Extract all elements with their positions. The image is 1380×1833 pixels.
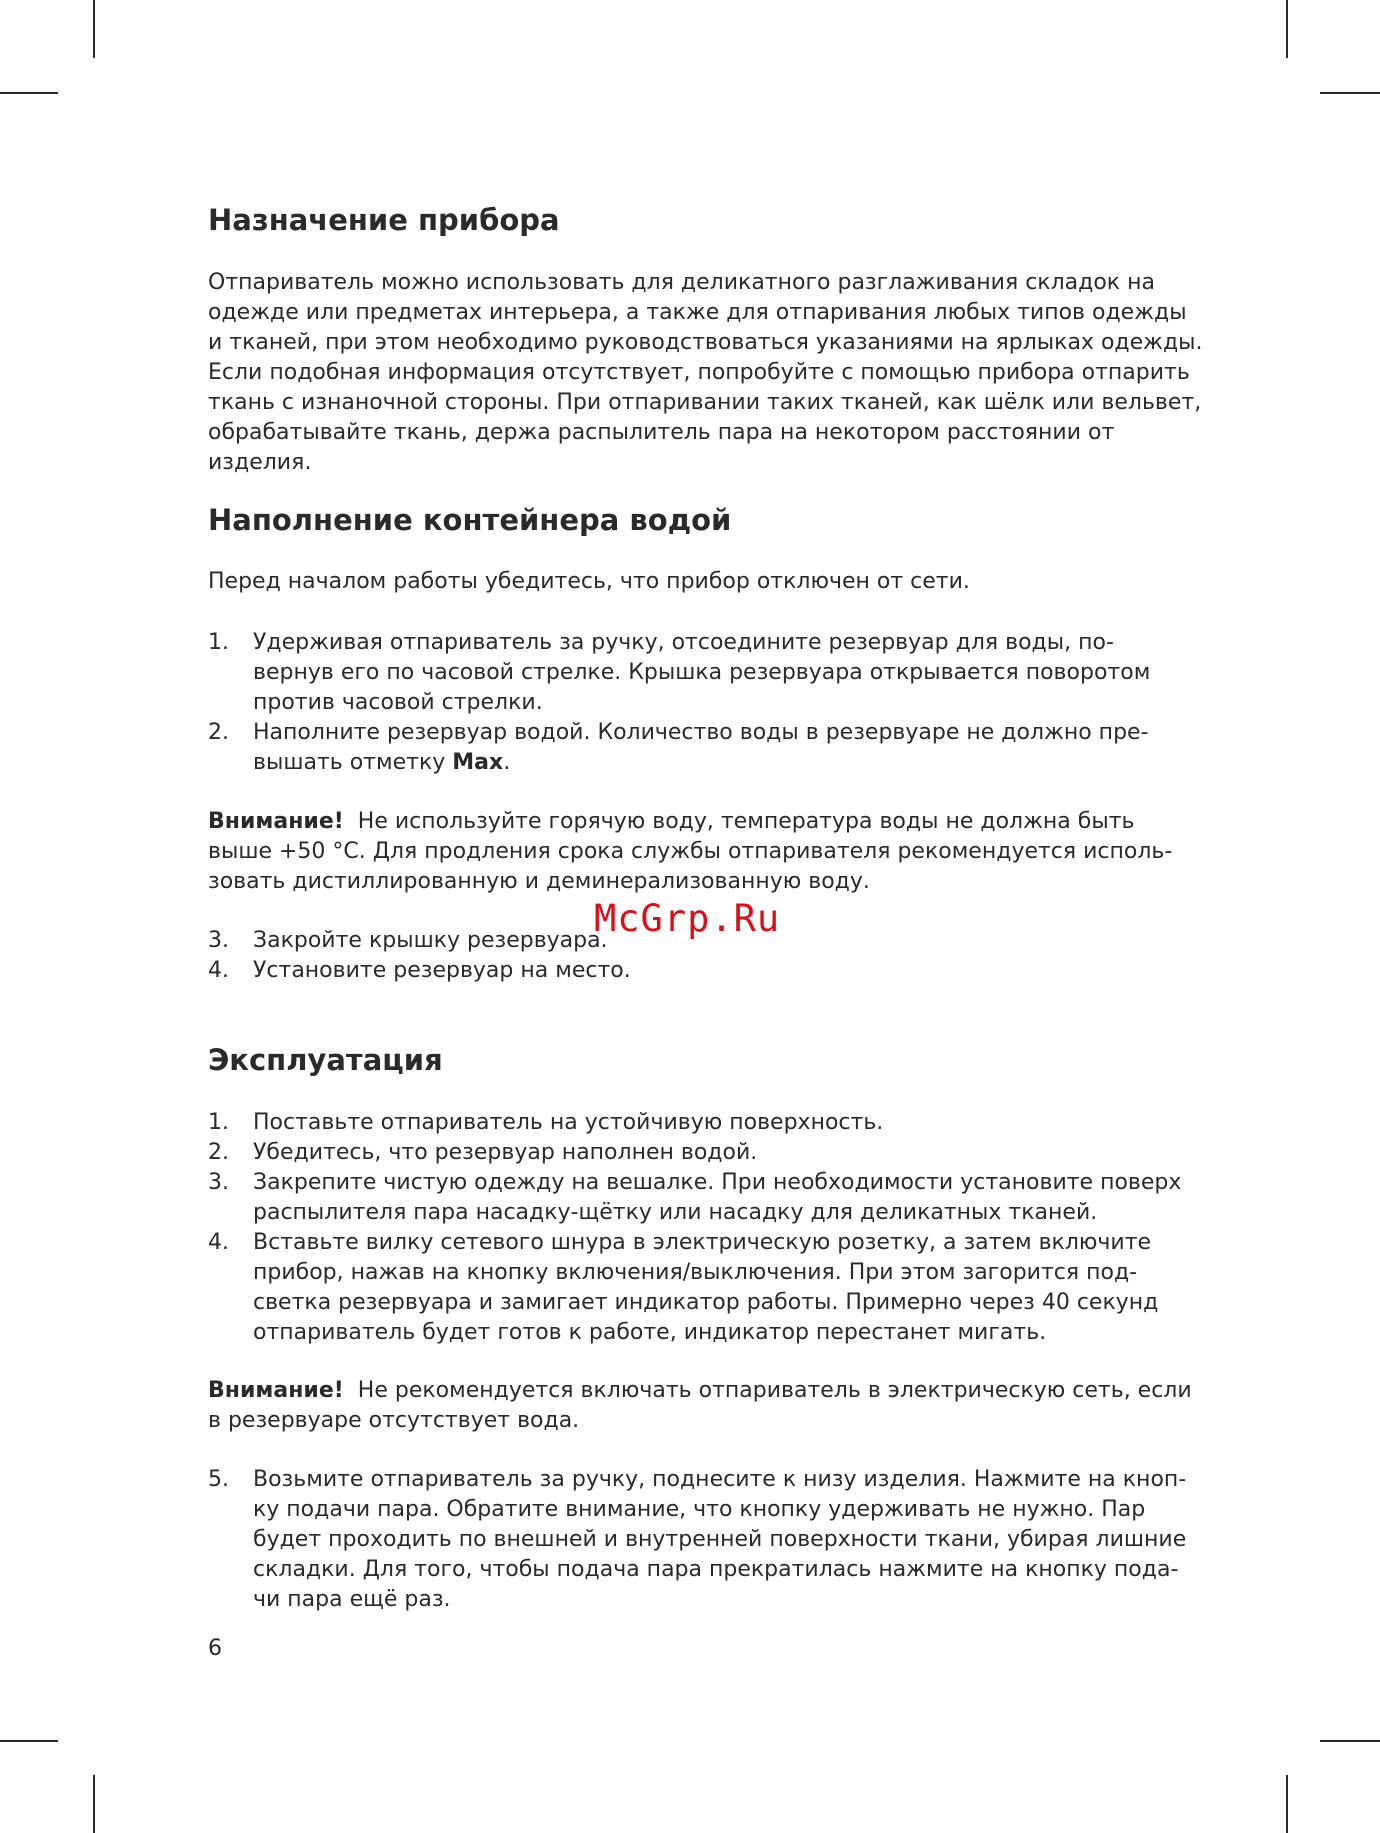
warning-label: Внимание! [208,1378,344,1403]
text-line: Наполните резервуар водой. Количество воды в резервуаре не должно пре- [253,720,1149,745]
watermark: McGrp.Ru [594,897,781,940]
text-line: отпариватель будет готов к работе, индикатор перестанет мигать. [253,1320,1047,1345]
list-item [208,1168,1208,1228]
list-item [208,1465,1208,1615]
list-number: 2. [208,1140,229,1165]
crop-mark [1286,0,1288,58]
section-title-purpose: Назначение прибора [208,203,560,237]
text-line: распылителя пара насадку-щётку или насадку для деликатных тканей. [253,1200,1098,1225]
operation-steps-a [208,1108,1208,1348]
max-mark-label: Max [452,750,504,775]
page-number: 6 [208,1636,222,1661]
text-line [208,807,1208,837]
list-number: 3. [208,1170,229,1195]
operation-steps-b [208,1465,1208,1615]
text-line: Закройте крышку резервуара. [253,928,608,953]
text-line: выше +50 °С. Для продления срока службы отпаривателя рекомендуется исполь- [208,839,1173,864]
crop-mark [1320,92,1380,94]
list-number: 3. [208,928,229,953]
list-item [208,1228,1208,1348]
list-number: 1. [208,630,229,655]
list-number: 1. [208,1110,229,1135]
list-number: 5. [208,1467,229,1492]
crop-mark [0,92,58,94]
list-number: 2. [208,720,229,745]
filling-intro: Перед началом работы убедитесь, что прибор отключен от сети. [208,569,970,594]
text-line: Удерживая отпариватель за ручку, отсоедините резервуар для воды, по- [253,630,1114,655]
text-line: Вставьте вилку сетевого шнура в электрическую розетку, а затем включите [253,1230,1152,1255]
text-line: Если подобная информация отсутствует, попробуйте с помощью прибора отпарить [208,360,1190,385]
text-line: складки. Для того, чтобы подача пара прекратилась нажмите на кнопку пода- [253,1557,1179,1582]
text-line [208,1376,1208,1406]
text-line: Убедитесь, что резервуар наполнен водой. [253,1140,758,1165]
text-line: одежде или предметах интерьера, а также для отпаривания любых типов одежды [208,300,1187,325]
text-line: против часовой стрелки. [253,690,543,715]
crop-mark [1320,1740,1380,1742]
list-item [208,1108,1208,1138]
text-line: Поставьте отпариватель на устойчивую поверхность. [253,1110,884,1135]
list-item [208,628,1208,718]
text-line: ку подачи пара. Обратите внимание, что кнопку удерживать не нужно. Пар [253,1497,1146,1522]
text-line: Возьмите отпариватель за ручку, поднесите к низу изделия. Нажмите на кноп- [253,1467,1187,1492]
text-line: прибор, нажав на кнопку включения/выключения. При этом загорится под- [253,1260,1138,1285]
section-title-operation: Эксплуатация [208,1043,443,1077]
text-line: обрабатывайте ткань, держа распылитель пара на некотором расстоянии от изделия. [208,420,1115,475]
text-fragment: вышать отметку [253,750,453,775]
list-item [208,718,1208,778]
text-line: в резервуаре отсутствует вода. [208,1408,580,1433]
crop-mark [1286,1775,1288,1833]
list-item [208,956,1208,986]
text-line: зовать дистиллированную и деминерализованную воду. [208,869,870,894]
text-line: ткань с изнаночной стороны. При отпаривании таких тканей, как шёлк или вельвет, [208,390,1202,415]
operation-warning [208,1376,1208,1436]
text-line: Установите резервуар на место. [253,958,631,983]
text-line: будет проходить по внешней и внутренней поверхности ткани, убирая лишние [253,1527,1187,1552]
list-number: 4. [208,958,229,983]
crop-mark [0,1740,58,1742]
text-line: и тканей, при этом необходимо руководствоваться указаниями на ярлыках одежды. [208,330,1203,355]
filling-steps-a [208,628,1208,778]
text-fragment: Не используйте горячую воду, температура воды не должна быть [357,809,1135,834]
text-fragment: . [503,750,511,775]
purpose-paragraph [208,268,1208,478]
crop-mark [93,0,95,58]
text-line: Закрепите чистую одежду на вешалке. При необходимости установите поверх [253,1170,1182,1195]
text-line: вернув его по часовой стрелке. Крышка резервуара открывается поворотом [253,660,1151,685]
text-line: Отпариватель можно использовать для деликатного разглаживания складок на [208,270,1155,295]
list-number: 4. [208,1230,229,1255]
section-title-filling: Наполнение контейнера водой [208,503,732,537]
text-line: чи пара ещё раз. [253,1587,451,1612]
crop-mark [93,1775,95,1833]
text-line: светка резервуара и замигает индикатор работы. Примерно через 40 секунд [253,1290,1159,1315]
list-item [208,1138,1208,1168]
text-line [253,748,1208,778]
text-fragment: Не рекомендуется включать отпариватель в электрическую сеть, если [357,1378,1192,1403]
filling-warning [208,807,1208,897]
warning-label: Внимание! [208,809,344,834]
